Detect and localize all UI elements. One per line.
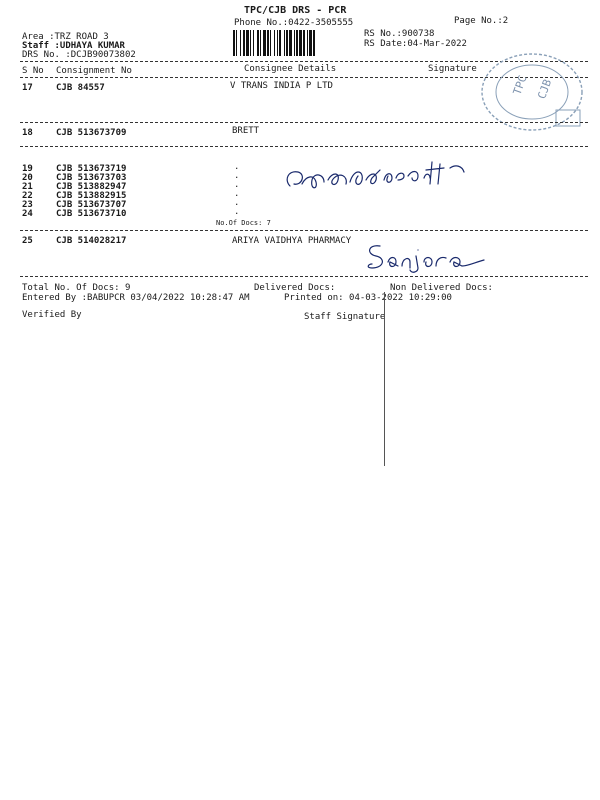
non-delivered-docs: Non Delivered Docs: bbox=[390, 283, 493, 293]
drs-number: DRS No. :DCJB90073802 bbox=[22, 50, 136, 60]
barcode bbox=[232, 30, 356, 56]
area-label: Area :TRZ ROAD 3 bbox=[22, 32, 109, 42]
row-18-consignment: CJB 513673709 bbox=[56, 128, 127, 138]
row-24-consignee: . bbox=[234, 207, 240, 217]
row-22-sno: 22 bbox=[22, 191, 33, 201]
row-23-consignment: CJB 513673707 bbox=[56, 200, 127, 210]
row-19-consignee: . bbox=[234, 162, 240, 172]
row-25-consignee: ARIYA VAIDHYA PHARMACY bbox=[232, 236, 352, 246]
column-header-signature: Signature bbox=[428, 64, 477, 74]
handwritten-signature-2 bbox=[366, 240, 492, 276]
divider bbox=[20, 276, 588, 277]
delivered-docs: Delivered Docs: bbox=[254, 283, 336, 293]
entered-by: Entered By :BABUPCR 03/04/2022 10:28:47 AM bbox=[22, 293, 250, 303]
handwritten-signature bbox=[280, 150, 470, 202]
row-21-consignment: CJB 513882947 bbox=[56, 182, 127, 192]
row-23-sno: 23 bbox=[22, 200, 33, 210]
page-number: Page No.:2 bbox=[454, 16, 509, 26]
row-17-consignment: CJB 84557 bbox=[56, 83, 105, 93]
stamp-text-2: CJB bbox=[535, 77, 555, 101]
rs-date: RS Date:04-Mar-2022 bbox=[364, 39, 467, 49]
divider bbox=[20, 122, 588, 123]
row-20-sno: 20 bbox=[22, 173, 33, 183]
row-19-sno: 19 bbox=[22, 164, 33, 174]
row-22-consignee: . bbox=[234, 189, 240, 199]
row-17-sno: 17 bbox=[22, 83, 33, 93]
column-header-consignment: Consignment No bbox=[56, 66, 132, 76]
row-20-consignee: . bbox=[234, 171, 240, 181]
staff-label: Staff :UDHAYA KUMAR bbox=[22, 41, 125, 51]
row-24-consignment: CJB 513673710 bbox=[56, 209, 127, 219]
company-stamp bbox=[470, 50, 590, 140]
row-21-sno: 21 bbox=[22, 182, 33, 192]
row-17-consignee: V TRANS INDIA P LTD bbox=[230, 81, 333, 91]
rs-number: RS No.:900738 bbox=[364, 29, 435, 39]
row-24-sno: 24 bbox=[22, 209, 33, 219]
row-18-consignee: BRETT bbox=[232, 126, 260, 136]
document-title: TPC/CJB DRS - PCR bbox=[244, 5, 347, 16]
pen-stroke bbox=[384, 292, 385, 466]
printed-on: Printed on: 04-03-2022 10:29:00 bbox=[284, 293, 452, 303]
row-20-consignment: CJB 513673703 bbox=[56, 173, 127, 183]
row-18-sno: 18 bbox=[22, 128, 33, 138]
total-docs: Total No. Of Docs: 9 bbox=[22, 283, 131, 293]
row-25-consignment: CJB 514028217 bbox=[56, 236, 127, 246]
group-doc-count: No.Of Docs: 7 bbox=[216, 219, 271, 227]
row-22-consignment: CJB 513882915 bbox=[56, 191, 127, 201]
column-header-sno: S No bbox=[22, 66, 44, 76]
divider bbox=[20, 230, 588, 231]
divider bbox=[20, 146, 588, 147]
staff-signature: Staff Signature bbox=[304, 312, 386, 322]
row-21-consignee: . bbox=[234, 180, 240, 190]
verified-by: Verified By bbox=[22, 310, 82, 320]
row-19-consignment: CJB 513673719 bbox=[56, 164, 127, 174]
column-header-consignee: Consignee Details bbox=[244, 64, 337, 74]
row-25-sno: 25 bbox=[22, 236, 33, 246]
stamp-text-1: TPC bbox=[510, 73, 530, 97]
row-23-consignee: . bbox=[234, 198, 240, 208]
phone-number: Phone No.:0422-3505555 bbox=[234, 18, 354, 28]
